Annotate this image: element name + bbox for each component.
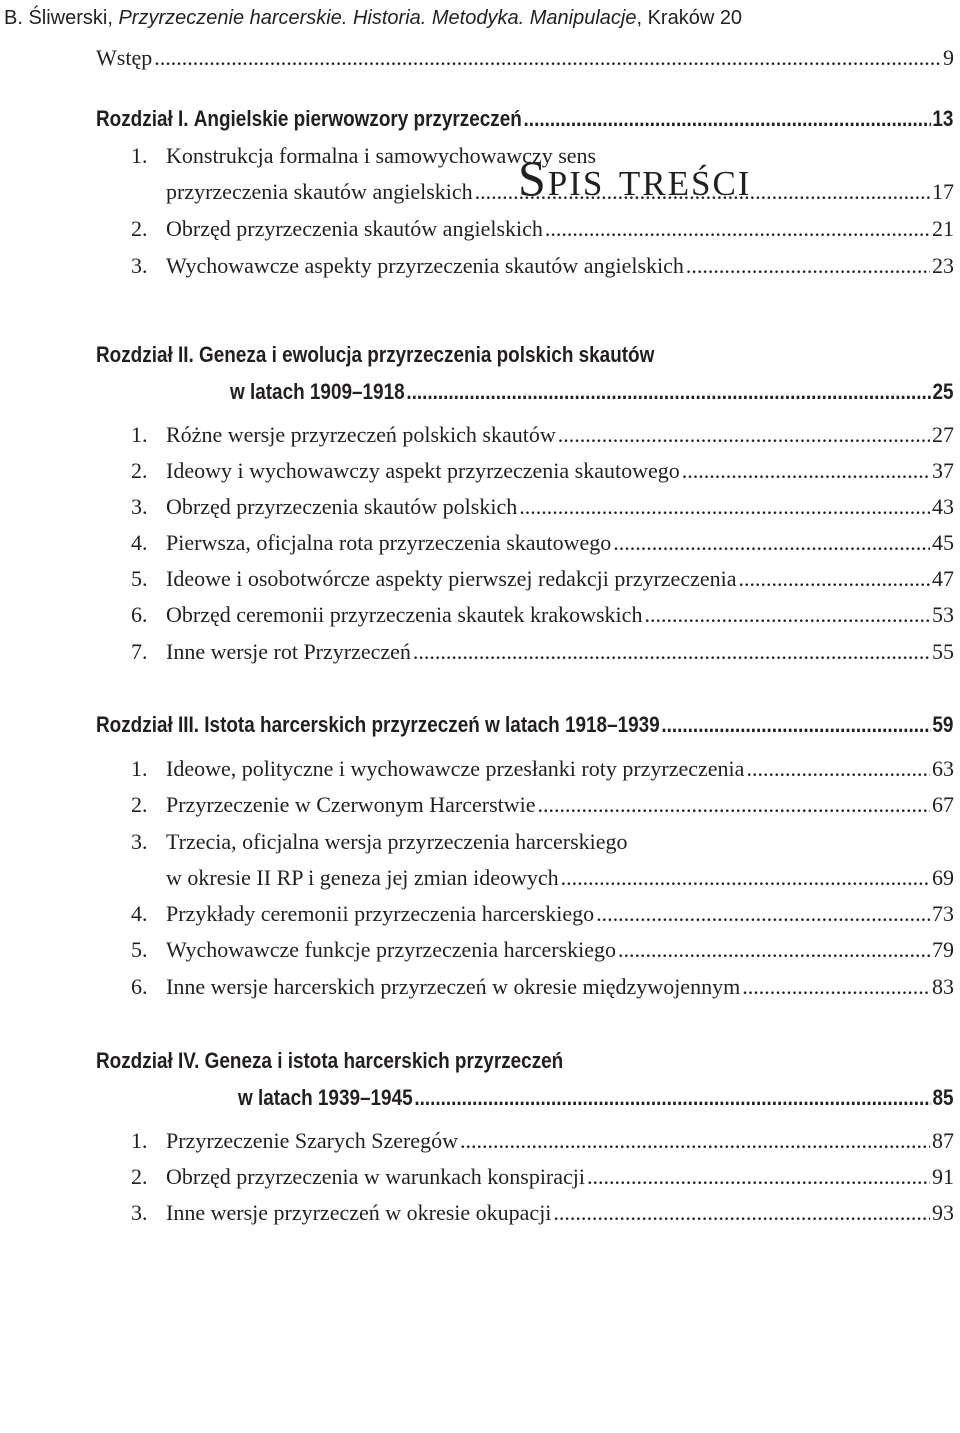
toc-chapter-2 — [0, 337, 960, 373]
toc-entry-text: Geneza i istota harcerskich przyrzeczeń — [204, 1048, 564, 1073]
dot-leader — [682, 453, 930, 489]
toc-page-number: 93 — [932, 1200, 954, 1225]
toc-entry — [0, 561, 960, 597]
toc-entry-text: Inne wersje harcerskich przyrzeczeń w okresie międzywojennym — [166, 974, 741, 999]
toc-page-number: 13 — [932, 106, 954, 131]
toc-entry — [0, 211, 960, 247]
entry-number: 5. — [131, 566, 148, 591]
toc-line — [96, 337, 953, 373]
header-place-year: , Kraków 20 — [636, 7, 743, 29]
dot-leader — [746, 751, 930, 787]
dot-leader — [553, 1195, 930, 1231]
toc-entry-text: Obrzęd przyrzeczenia w warunkach konspiracji — [166, 1164, 586, 1189]
toc-entry-text: Geneza i ewolucja przyrzeczenia polskich skautów — [199, 342, 655, 367]
toc-page-number: 43 — [932, 494, 954, 519]
toc-entry-text: Obrzęd ceremonii przyrzeczenia skautek krakowskich — [166, 602, 643, 627]
toc-entry-text: Obrzęd przyrzeczenia skautów polskich — [166, 494, 518, 519]
toc-entry-text: Wychowawcze funkcje przyrzeczenia harcerskiego — [166, 937, 617, 962]
toc-line — [166, 1195, 954, 1231]
chapter-label: Rozdział III. — [96, 712, 200, 737]
entry-number: 3. — [131, 1200, 148, 1225]
toc-entry-text: Ideowe, polityczne i wychowawcze przesłanki roty przyrzeczenia — [166, 756, 745, 781]
dot-leader — [475, 174, 930, 210]
dot-leader — [739, 561, 931, 597]
dot-leader — [154, 40, 941, 76]
entry-number: 4. — [131, 530, 148, 555]
toc-line — [166, 1159, 954, 1195]
toc-line — [166, 932, 954, 968]
toc-chapter-4-continuation — [0, 1080, 960, 1116]
entry-number: 3. — [131, 253, 148, 278]
entry-number: 1. — [131, 756, 148, 781]
dot-leader — [613, 525, 930, 561]
entry-number: 5. — [131, 937, 148, 962]
chapter-label: Rozdział II. — [96, 342, 194, 367]
dot-leader — [686, 248, 930, 284]
chapter-label: Rozdział I. — [96, 106, 189, 131]
header-book-title: Przyrzeczenie harcerskie. Historia. Metodyka. Manipulacje — [118, 7, 637, 29]
toc-entry — [0, 896, 960, 932]
toc-line — [238, 1080, 954, 1116]
toc-entry-text-continued: w latach 1939–1945 — [238, 1085, 413, 1110]
toc-entry — [0, 824, 960, 860]
dot-leader — [644, 597, 930, 633]
entry-number: 2. — [131, 1164, 148, 1189]
toc-line — [166, 597, 954, 633]
dot-leader — [413, 634, 930, 670]
toc-entry — [0, 453, 960, 489]
toc-entry-text: Przykłady ceremonii przyrzeczenia harcerskiego — [166, 901, 595, 926]
toc-page-number: 69 — [932, 865, 954, 890]
toc-line — [166, 561, 954, 597]
toc-entry-text: Angielskie pierwowzory przyrzeczeń — [193, 106, 522, 131]
toc-entry — [0, 1123, 960, 1159]
dot-leader — [414, 1080, 930, 1116]
toc-page-number: 85 — [932, 1085, 954, 1110]
dot-leader — [519, 489, 930, 525]
toc-entry-text: Inne wersje przyrzeczeń w okresie okupacji — [166, 1200, 552, 1225]
header-author: B. Śliwerski, — [4, 7, 113, 29]
toc-entry — [0, 932, 960, 968]
toc-entry-text: Ideowy i wychowawczy aspekt przyrzeczenia skautowego — [166, 458, 680, 483]
dot-leader — [618, 932, 930, 968]
toc-line — [166, 248, 954, 284]
toc-entry — [0, 1159, 960, 1195]
toc-line — [166, 896, 954, 932]
toc-entry — [0, 751, 960, 787]
dot-leader — [558, 417, 930, 453]
toc-entry-text: Przyrzeczenie Szarych Szeregów — [166, 1128, 458, 1153]
dot-leader — [587, 1159, 930, 1195]
toc-entry-text: Istota harcerskich przyrzeczeń w latach 1918–1939 — [204, 712, 660, 737]
toc-line — [166, 969, 954, 1005]
toc-page-number: 67 — [932, 792, 954, 817]
toc-line — [96, 40, 954, 76]
toc-chapter-1 — [0, 101, 960, 137]
toc-line — [166, 138, 954, 174]
toc-entry — [0, 417, 960, 453]
dot-leader — [406, 374, 930, 410]
toc-page-number: 79 — [932, 937, 954, 962]
toc-entry — [0, 787, 960, 823]
toc-entry-text: Inne wersje rot Przyrzeczeń — [166, 639, 411, 664]
toc-page-number: 25 — [932, 379, 954, 404]
toc-entry-introduction — [0, 40, 960, 76]
toc-line — [166, 1123, 954, 1159]
toc-entry — [0, 969, 960, 1005]
toc-page-number: 87 — [932, 1128, 954, 1153]
toc-page-number: 45 — [932, 530, 954, 555]
dot-leader — [538, 787, 930, 823]
toc-entry-text: Ideowe i osobotwórcze aspekty pierwszej redakcji przyrzeczenia — [166, 566, 737, 591]
toc-entry-continuation — [0, 174, 960, 210]
entry-number: 4. — [131, 901, 148, 926]
toc-entry-text-continued: w latach 1909–1918 — [230, 379, 405, 404]
toc-page-number: 47 — [932, 566, 954, 591]
toc-line — [96, 1043, 953, 1079]
toc-entry-text: Wychowawcze aspekty przyrzeczenia skautów angielskich — [166, 253, 684, 278]
toc-page-number: 37 — [932, 458, 954, 483]
entry-number: 2. — [131, 792, 148, 817]
toc-entry-text: Przyrzeczenie w Czerwonym Harcerstwie — [166, 792, 536, 817]
entry-number: 6. — [131, 602, 148, 627]
toc-entry-text: Obrzęd przyrzeczenia skautów angielskich — [166, 216, 543, 241]
entry-number: 1. — [131, 422, 148, 447]
toc-page-number: 63 — [932, 756, 954, 781]
toc-line — [166, 211, 954, 247]
toc-entry-text: Pierwsza, oficjalna rota przyrzeczenia skautowego — [166, 530, 612, 555]
dot-leader — [742, 969, 930, 1005]
dot-leader — [661, 707, 930, 743]
toc-line — [96, 707, 953, 743]
toc-chapter-3 — [0, 707, 960, 743]
toc-line — [166, 174, 954, 210]
toc-page-number: 55 — [932, 639, 954, 664]
toc-page-number: 73 — [932, 901, 954, 926]
toc-entry-text: Trzecia, oficjalna wersja przyrzeczenia harcerskiego — [166, 829, 628, 854]
dot-leader — [561, 860, 930, 896]
toc-entry-text: Konstrukcja formalna i samowychowawczy sens — [166, 143, 597, 168]
toc-line — [166, 824, 954, 860]
toc-page-number: 83 — [932, 974, 954, 999]
toc-page-number: 23 — [932, 253, 954, 278]
toc-line — [166, 453, 954, 489]
toc-entry-text: Różne wersje przyrzeczeń polskich skautów — [166, 422, 556, 447]
toc-page-number: 91 — [932, 1164, 954, 1189]
entry-number: 3. — [131, 494, 148, 519]
toc-line — [166, 860, 954, 896]
toc-line — [166, 525, 954, 561]
toc-entry-text-continued: w okresie II RP i geneza jej zmian ideowych — [166, 865, 559, 890]
dot-leader — [524, 101, 931, 137]
entry-number: 7. — [131, 639, 148, 664]
toc-entry — [0, 489, 960, 525]
toc-chapter-2-continuation — [0, 374, 960, 410]
dot-leader — [596, 896, 930, 932]
toc-entry-text: Wstęp — [96, 45, 153, 70]
toc-page-number: 21 — [932, 216, 954, 241]
entry-number: 1. — [131, 143, 148, 168]
toc-line — [230, 374, 954, 410]
toc-line — [166, 489, 954, 525]
toc-chapter-4 — [0, 1043, 960, 1079]
toc-line — [96, 101, 953, 137]
page-title: Spis treści — [518, 150, 752, 206]
toc-page-number: 53 — [932, 602, 954, 627]
toc-line — [166, 417, 954, 453]
toc-entry — [0, 525, 960, 561]
toc-line — [166, 787, 954, 823]
entry-number: 2. — [131, 458, 148, 483]
dot-leader — [545, 211, 930, 247]
entry-number: 2. — [131, 216, 148, 241]
toc-entry — [0, 597, 960, 633]
toc-page-number: 27 — [932, 422, 954, 447]
toc-entry-continuation — [0, 860, 960, 896]
toc-entry — [0, 248, 960, 284]
toc-line — [166, 634, 954, 670]
entry-number: 6. — [131, 974, 148, 999]
dot-leader — [460, 1123, 930, 1159]
chapter-label: Rozdział IV. — [96, 1048, 200, 1073]
toc-entry — [0, 634, 960, 670]
toc-page-number: 17 — [932, 179, 954, 204]
toc-page-number: 9 — [943, 45, 954, 70]
toc-entry-text-continued: przyrzeczenia skautów angielskich — [166, 179, 473, 204]
toc-page-number: 59 — [932, 712, 954, 737]
entry-number: 3. — [131, 829, 148, 854]
toc-entry — [0, 1195, 960, 1231]
entry-number: 1. — [131, 1128, 148, 1153]
toc-entry — [0, 138, 960, 174]
toc-line — [166, 751, 954, 787]
